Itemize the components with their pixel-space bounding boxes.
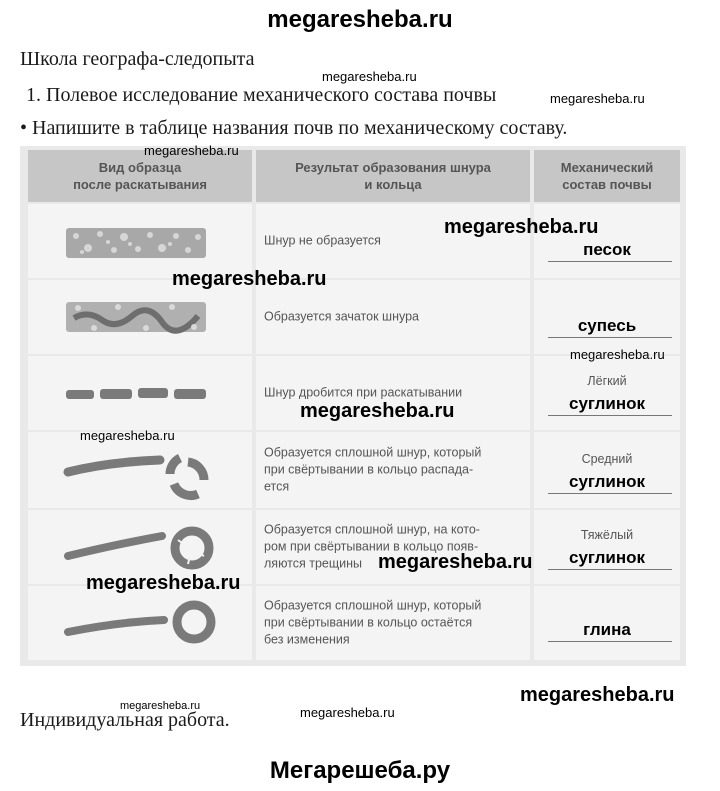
table-row — [28, 586, 680, 660]
answer-prefix: Тяжёлый — [580, 528, 634, 542]
answer-underline — [548, 569, 672, 570]
top-watermark: megaresheba.ru — [267, 6, 453, 33]
loose-sand-sample-icon — [28, 204, 252, 278]
instruction-text: • Напишите в таблице названия почв по механическому составу. — [20, 117, 568, 139]
answer-underline — [548, 493, 672, 494]
composition-cell — [534, 280, 680, 354]
column-header-sample: Вид образца после раскатывания — [28, 150, 252, 202]
composition-cell — [534, 586, 680, 660]
answer-text: глина — [583, 620, 631, 639]
answer-prefix: Средний — [581, 452, 633, 466]
watermark-small: megaresheba.ru — [550, 91, 645, 106]
watermark-small: megaresheba.ru — [300, 705, 395, 720]
answer-text: суглинок — [569, 472, 645, 491]
sample-cell — [28, 280, 252, 354]
result-text: Образуется сплошной шнур, который при свёртывании в кольцо распада- ется — [264, 445, 482, 494]
answer-prefix: Лёгкий — [587, 374, 627, 388]
column-header-composition: Механический состав почвы — [534, 150, 680, 202]
watermark-medium: megaresheba.ru — [378, 551, 533, 573]
column-header-result: Результат образования шнура и кольца — [256, 150, 530, 202]
result-cell — [256, 432, 530, 508]
cord-broken-ring-sample-icon — [28, 432, 252, 508]
composition-cell — [534, 356, 680, 430]
result-cell — [256, 280, 530, 354]
answer-text: суглинок — [569, 394, 645, 413]
watermark-medium: megaresheba.ru — [86, 572, 241, 594]
composition-cell — [534, 432, 680, 508]
cord-intact-ring-sample-icon — [28, 586, 252, 660]
result-text: Образуется сплошной шнур, который при свёртывании в кольцо остаётся без изменения — [264, 598, 482, 647]
answer-text: суглинок — [569, 548, 645, 567]
watermark-small: megaresheba.ru — [322, 69, 417, 84]
watermark-medium: megaresheba.ru — [520, 684, 675, 706]
result-text: Образуется сплошной шнур, на кото- ром при свёртывании в кольцо появ- ляются трещины — [264, 522, 480, 571]
watermark-medium: megaresheba.ru — [172, 268, 327, 290]
task-heading: 1. Полевое исследование механического состава почвы — [26, 84, 497, 106]
table-row — [28, 432, 680, 508]
result-cell — [256, 586, 530, 660]
result-text: Шнур дробится при раскатывании — [264, 385, 463, 400]
sample-cell — [28, 356, 252, 430]
result-text: Образуется зачаток шнура — [264, 309, 419, 324]
watermark-small: megaresheba.ru — [144, 143, 239, 158]
sample-cell — [28, 204, 252, 278]
answer-underline — [548, 337, 672, 338]
result-text: Шнур не образуется — [264, 233, 381, 248]
sample-cell — [28, 432, 252, 508]
watermark-small: megaresheba.ru — [120, 700, 201, 712]
answer-underline — [548, 415, 672, 416]
broken-cord-sample-icon — [28, 356, 252, 430]
footer-text: Индивидуальная работа. — [20, 709, 230, 731]
table-row — [28, 280, 680, 354]
watermark-small: megaresheba.ru — [80, 428, 175, 443]
watermark-medium: megaresheba.ru — [444, 216, 599, 238]
composition-cell — [534, 510, 680, 584]
section-heading: Школа географа-следопыта — [20, 48, 255, 70]
answer-underline — [548, 261, 672, 262]
answer-text: супесь — [577, 316, 637, 335]
bottom-brand: Мегарешеба.ру — [269, 757, 451, 784]
watermark-medium: megaresheba.ru — [300, 400, 455, 422]
sample-cell — [28, 586, 252, 660]
answer-underline — [548, 641, 672, 642]
watermark-small: megaresheba.ru — [570, 347, 665, 362]
answer-text: песок — [583, 240, 631, 259]
sandy-loam-sample-icon — [28, 280, 252, 354]
